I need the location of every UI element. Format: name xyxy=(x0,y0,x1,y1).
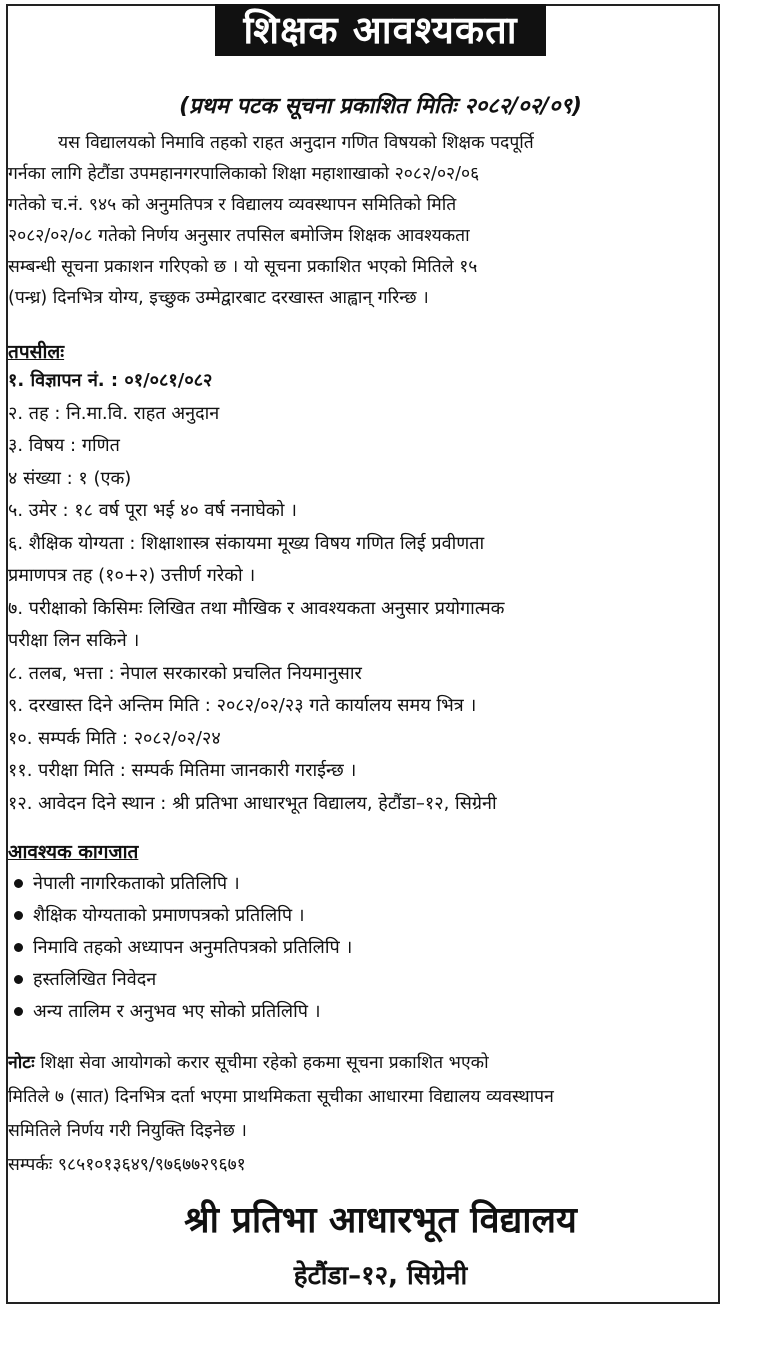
bullet-icon xyxy=(14,975,23,984)
intro-line: सम्बन्धी सूचना प्रकाशन गरिएको छ । यो सूचना प्रकाशित भएको मितिले १५ xyxy=(8,257,478,277)
detail-item: ११. परीक्षा मिति : सम्पर्क मितिमा जानकारी गराईन्छ । xyxy=(8,760,357,781)
detail-item: ८. तलब, भत्ता : नेपाल सरकारको प्रचलित नियमानुसार xyxy=(8,662,362,684)
intro-line: गतेको च.नं. ९४५ को अनुमतिपत्र र विद्यालय व्यवस्थापन समितिको मिति xyxy=(8,195,457,215)
detail-item: परीक्षा लिन सकिने । xyxy=(8,630,140,651)
detail-item: ९. दरखास्त दिने अन्तिम मिति : २०८२/०२/२३ गते कार्यालय समय भित्र । xyxy=(8,695,477,716)
school-address: हेटौंडा–१२, सिग्रेनी xyxy=(293,1261,468,1291)
detail-item: १०. सम्पर्क मिति : २०८२/०२/२४ xyxy=(8,727,221,749)
publication-date-line: (प्रथम पटक सूचना प्रकाशित मितिः २०८२/०२/०९) xyxy=(179,94,582,119)
school-name: श्री प्रतिभा आधारभूत विद्यालय xyxy=(184,1200,577,1241)
detail-item: १२. आवेदन दिने स्थान : श्री प्रतिभा आधारभूत विद्यालय, हेटौंडा–१२, सिग्रेनी xyxy=(8,792,497,814)
documents-heading: आवश्यक कागजात xyxy=(8,841,139,863)
bullet-icon xyxy=(14,1007,23,1016)
document-item: हस्तलिखित निवेदन xyxy=(8,964,708,996)
details-heading: तपसीलः xyxy=(8,341,65,363)
detail-item: ५. उमेर : १८ वर्ष पूरा भई ४० वर्ष ननाघेको । xyxy=(8,500,297,521)
documents-list xyxy=(8,868,708,1028)
note-section xyxy=(8,1046,712,1182)
document-item: अन्य तालिम र अनुभव भए सोको प्रतिलिपि । xyxy=(8,996,708,1028)
intro-line: गर्नका लागि हेटौंडा उपमहानगरपालिकाको शिक्षा महाशाखाको २०८२/०२/०६ xyxy=(8,164,480,184)
page-title: शिक्षक आवश्यकता xyxy=(215,4,545,56)
bullet-icon xyxy=(14,911,23,920)
intro-line: (पन्ध्र) दिनभित्र योग्य, इच्छुक उम्मेद्वारबाट दरखास्त आह्वान् गरिन्छ । xyxy=(8,288,429,308)
detail-item: प्रमाणपत्र तह (१०+२) उत्तीर्ण गरेको । xyxy=(8,565,256,586)
detail-item: २. तह : नि.मा.वि. राहत अनुदान xyxy=(8,402,220,424)
note-line: नोटः शिक्षा सेवा आयोगको करार सूचीमा रहेको हकमा सूचना प्रकाशित भएको xyxy=(8,1053,489,1073)
intro-paragraph xyxy=(8,128,708,314)
intro-line: यस विद्यालयको निमावि तहको राहत अनुदान गणित विषयको शिक्षक पदपूर्ति xyxy=(58,133,534,153)
detail-item: ४ संख्या : १ (एक) xyxy=(8,467,132,489)
detail-item: ७. परीक्षाको किसिमः लिखित तथा मौखिक र आवश्यकता अनुसार प्रयोगात्मक xyxy=(8,597,505,619)
intro-line: २०८२/०२/०८ गतेको निर्णय अनुसार तपसिल बमोजिम शिक्षक आवश्यकता xyxy=(8,226,470,246)
details-list xyxy=(8,365,712,820)
title-banner xyxy=(0,4,761,56)
document-item: निमावि तहको अध्यापन अनुमतिपत्रको प्रतिलिपि । xyxy=(8,932,708,964)
document-item: शैक्षिक योग्यताको प्रमाणपत्रको प्रतिलिपि । xyxy=(8,900,708,932)
detail-item: ६. शैक्षिक योग्यता : शिक्षाशास्त्र संकायमा मूख्य विषय गणित लिई प्रवीणता xyxy=(8,532,485,554)
contact-line: सम्पर्कः ९८५१०१३६४९/९७६७७२९६७१ xyxy=(8,1155,246,1175)
document-item: नेपाली नागरिकताको प्रतिलिपि । xyxy=(8,868,708,900)
bullet-icon xyxy=(14,879,23,888)
detail-item: ३. विषय : गणित xyxy=(8,435,120,456)
note-line: समितिले निर्णय गरी नियुक्ति दिइनेछ । xyxy=(8,1121,247,1141)
bullet-icon xyxy=(14,943,23,952)
note-line: मितिले ७ (सात) दिनभित्र दर्ता भएमा प्राथमिकता सूचीका आधारमा विद्यालय व्यवस्थापन xyxy=(8,1087,554,1107)
detail-item: १. विज्ञापन नं. : ०१/०८१/०८२ xyxy=(8,370,213,391)
note-label: नोटः xyxy=(8,1053,35,1073)
